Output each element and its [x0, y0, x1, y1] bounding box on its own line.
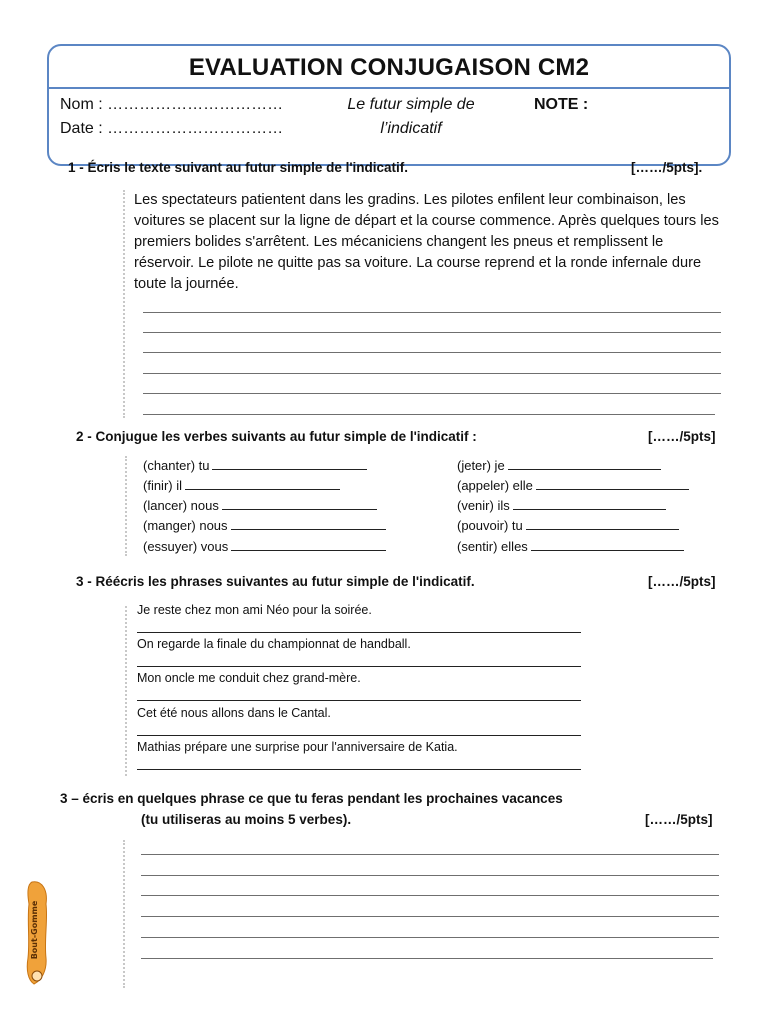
- header-box: [47, 44, 731, 166]
- header-divider: [49, 87, 729, 89]
- answer-blank[interactable]: [526, 517, 679, 530]
- sentence: On regarde la finale du championnat de handball.: [137, 637, 411, 651]
- answer-blank[interactable]: [513, 497, 666, 510]
- subtitle: [316, 93, 506, 141]
- writing-line[interactable]: [143, 414, 715, 415]
- verb-item[interactable]: [457, 477, 689, 493]
- writing-line[interactable]: [143, 352, 721, 353]
- logo-face: [32, 971, 42, 981]
- verb-item[interactable]: [457, 517, 679, 533]
- answer-blank[interactable]: [231, 517, 386, 530]
- answer-blank[interactable]: [185, 477, 340, 490]
- verb-prompt: (chanter) tu: [143, 458, 210, 473]
- verb-prompt: (appeler) elle: [457, 478, 533, 493]
- section4-points: [……/5pts]: [645, 812, 713, 827]
- page-title: EVALUATION CONJUGAISON CM2: [188, 54, 590, 81]
- sentence: Mon oncle me conduit chez grand-mère.: [137, 671, 361, 685]
- sentence: Cet été nous allons dans le Cantal.: [137, 706, 331, 720]
- verb-item[interactable]: [457, 457, 661, 473]
- section3-points: [……/5pts]: [648, 574, 716, 589]
- logo-text: Bout-Gomme: [30, 900, 39, 960]
- answer-blank[interactable]: [212, 457, 367, 470]
- answer-blank[interactable]: [508, 457, 661, 470]
- verb-prompt: (essuyer) vous: [143, 539, 229, 554]
- section1-points: [……/5pts].: [631, 160, 703, 175]
- answer-blank[interactable]: [231, 538, 386, 551]
- answer-line[interactable]: [137, 632, 581, 633]
- verb-item[interactable]: [457, 497, 666, 513]
- writing-line[interactable]: [143, 373, 721, 374]
- section1-heading: 1 - Écris le texte suivant au futur simple de l'indicatif.: [68, 160, 409, 175]
- answer-blank[interactable]: [222, 497, 377, 510]
- verb-item[interactable]: [143, 538, 386, 554]
- verb-prompt: (venir) ils: [457, 498, 510, 513]
- name-field-label: Nom : ……………………………: [60, 96, 284, 113]
- section4-heading-line2: (tu utiliseras au moins 5 verbes).: [141, 812, 352, 827]
- verb-prompt: (finir) il: [143, 478, 182, 493]
- sentence: Mathias prépare une surprise pour l'anniversaire de Katia.: [137, 740, 458, 754]
- answer-blank[interactable]: [531, 538, 684, 551]
- section4-heading: 3 – écris en quelques phrase ce que tu feras pendant les prochaines vacances: [60, 791, 563, 806]
- section4-margin-dots: [123, 840, 125, 988]
- section2-points: [……/5pts]: [648, 429, 716, 444]
- answer-line[interactable]: [137, 735, 581, 736]
- answer-line[interactable]: [137, 700, 581, 701]
- writing-line[interactable]: [141, 854, 719, 855]
- date-field-label: Date : ……………………………: [60, 120, 284, 137]
- section2-margin-dots: [125, 456, 127, 556]
- verb-item[interactable]: [457, 538, 684, 554]
- verb-item[interactable]: [143, 517, 386, 533]
- subtitle-line-2: l’indicatif: [380, 120, 442, 137]
- section1-margin-dots: [123, 190, 125, 418]
- verb-prompt: (lancer) nous: [143, 498, 219, 513]
- writing-line[interactable]: [141, 895, 719, 896]
- note-label: NOTE :: [534, 96, 589, 113]
- writing-line[interactable]: [141, 937, 719, 938]
- sentence: Je reste chez mon ami Néo pour la soirée.: [137, 603, 372, 617]
- writing-line[interactable]: [141, 958, 713, 959]
- verb-prompt: (sentir) elles: [457, 539, 528, 554]
- writing-line[interactable]: [141, 875, 719, 876]
- answer-line[interactable]: [137, 769, 581, 770]
- verb-item[interactable]: [143, 477, 340, 493]
- bout-gomme-logo: [24, 880, 50, 988]
- verb-item[interactable]: [143, 497, 377, 513]
- answer-blank[interactable]: [536, 477, 689, 490]
- writing-line[interactable]: [141, 916, 719, 917]
- writing-line[interactable]: [143, 332, 721, 333]
- verb-prompt: (jeter) je: [457, 458, 505, 473]
- writing-line[interactable]: [143, 393, 721, 394]
- section3-heading: 3 - Réécris les phrases suivantes au futur simple de l'indicatif.: [76, 574, 475, 589]
- subtitle-line-1: Le futur simple de: [347, 96, 475, 113]
- answer-line[interactable]: [137, 666, 581, 667]
- writing-line[interactable]: [143, 312, 721, 313]
- verb-item[interactable]: [143, 457, 367, 473]
- verb-prompt: (manger) nous: [143, 518, 228, 533]
- section1-text: Les spectateurs patientent dans les gradins. Les pilotes enfilent leur combinaison, les voitures se placent sur la ligne de départ et la course commence. Après quelques tours les premiers bolides s'arrêtent. Les mécaniciens changent les pneus et remplissent le réservoir. Le pilote ne quitte pas sa voiture. La course reprend et la ronde infernale dure toute la journée.: [134, 192, 719, 292]
- section2-heading: 2 - Conjugue les verbes suivants au futur simple de l'indicatif :: [76, 429, 477, 444]
- section3-margin-dots: [125, 606, 127, 776]
- verb-prompt: (pouvoir) tu: [457, 518, 523, 533]
